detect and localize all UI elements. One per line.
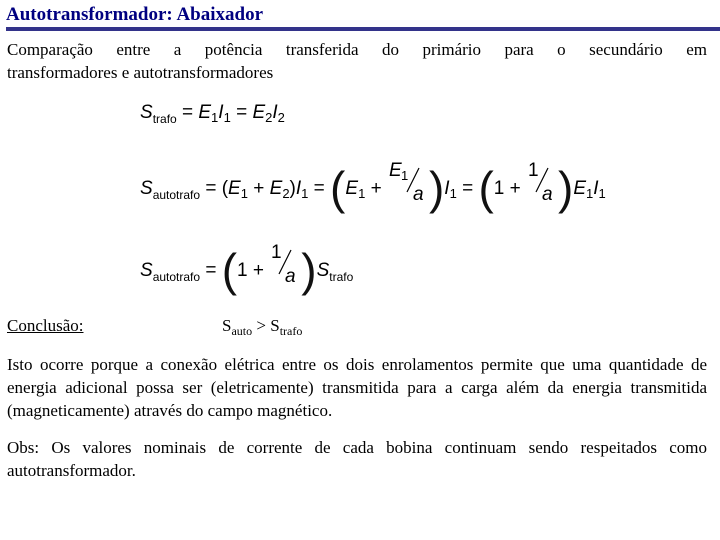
equation-autotrafo-ratio: $S_{autotrafo} = (1$ + 1 a )$S_{trafo}$ xyxy=(140,242,354,296)
conclusion-operator: > xyxy=(256,316,266,335)
conclusion-lhs-subscript: auto xyxy=(231,324,253,338)
equation-trafo: $S_{trafo} = E_1I_1 = E_2I_2$ xyxy=(140,102,285,126)
conclusion-label: Conclusão: xyxy=(7,316,84,335)
explanation-paragraph: Isto ocorre porque a conexão elétrica entre os dois enrolamentos permite que uma quantidade de energia adicional possa ser (eletricamente) transmitida para a carga além da energia transmitida (magneticamente) através do campo magnético. xyxy=(7,355,707,420)
fraction-1-over-a-2 xyxy=(269,240,301,284)
svg-text:E: E xyxy=(388,160,402,181)
intro-paragraph xyxy=(7,38,707,84)
eq1-lhs-subscript: trafo xyxy=(152,112,177,126)
fraction-1-over-a xyxy=(526,158,558,202)
svg-text:a: a xyxy=(542,184,553,202)
conclusion-rhs-subscript: trafo xyxy=(279,324,303,338)
svg-text:a: a xyxy=(412,184,424,202)
svg-text:a: a xyxy=(285,266,296,284)
intro-line-2: transformadores e autotransformadores xyxy=(7,63,274,82)
svg-text:1: 1 xyxy=(271,242,282,263)
obs-paragraph: Obs: Os valores nominais de corrente de cada bobina continuam sendo respeitados como autotransformador. xyxy=(7,438,707,480)
title-block xyxy=(6,4,720,31)
title-underline xyxy=(6,27,720,31)
intro-line-1: Comparação entre a potência transferida do primário para o secundário em xyxy=(7,40,707,59)
svg-text:1: 1 xyxy=(528,160,539,181)
conclusion-formula: $S_{auto} > S_{trafo}$ xyxy=(222,316,303,338)
equation-autotrafo: $S_{autotrafo} = (E_1 + E_2)I_1 = (E_1$ + E 1 a )$I_1 = (1$ + 1 a )$E_1I_1$ xyxy=(140,160,606,214)
eq2-lhs-subscript: autotrafo xyxy=(152,188,201,202)
page-title: Autotransformador: Abaixador xyxy=(6,4,264,25)
eq3-lhs-subscript: autotrafo xyxy=(152,270,201,284)
eq3-rhs-subscript: trafo xyxy=(329,270,354,284)
fraction-e1-over-a xyxy=(387,158,429,202)
svg-text:1: 1 xyxy=(400,168,409,183)
